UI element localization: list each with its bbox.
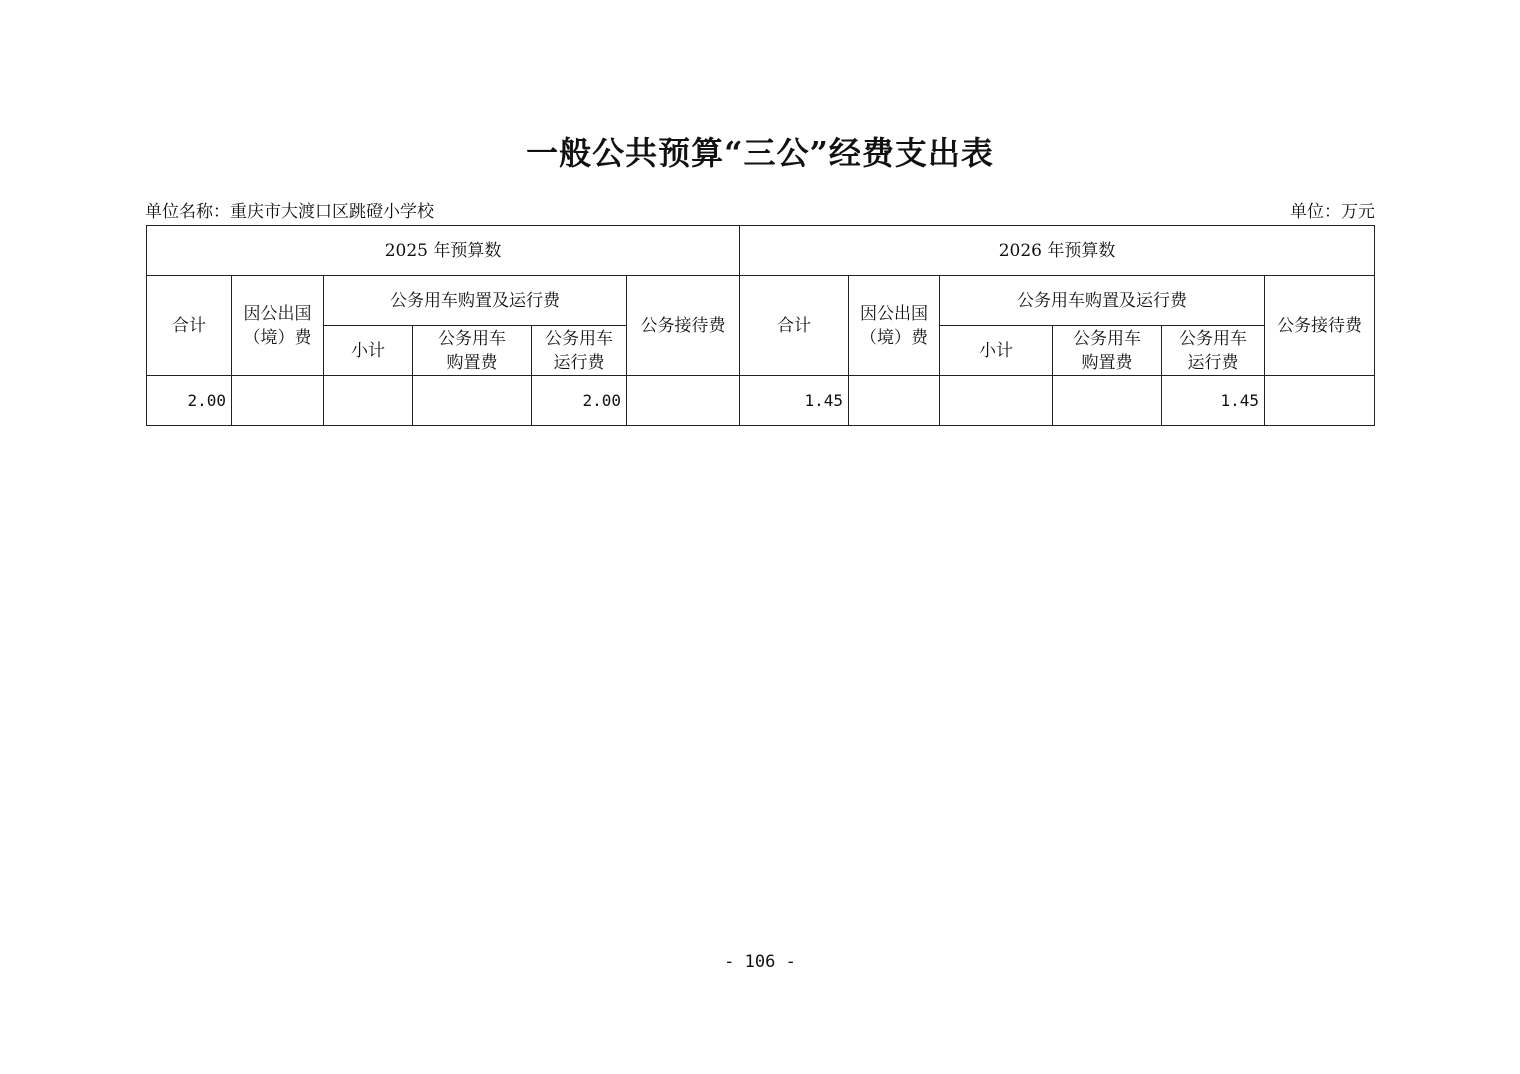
cell-operation-2025: 2.00 — [532, 376, 627, 426]
header-vehicle-2026: 公务用车购置及运行费 — [940, 276, 1265, 326]
header-abroad-line1: 因公出国 — [860, 303, 929, 324]
header-reception-2026: 公务接待费 — [1265, 276, 1375, 376]
page-number: - 106 - — [724, 952, 796, 972]
cell-subtotal-2025 — [324, 376, 413, 426]
header-vehicle-2025: 公务用车购置及运行费 — [324, 276, 627, 326]
cell-abroad-2025 — [232, 376, 324, 426]
header-purchase-line1: 公务用车 — [438, 328, 506, 349]
header-operation-line1: 公务用车 — [545, 328, 613, 349]
cell-operation-2026: 1.45 — [1162, 376, 1265, 426]
header-abroad-line1: 因公出国 — [243, 303, 312, 324]
header-purchase-line2: 购置费 — [1081, 352, 1133, 373]
cell-subtotal-2026 — [940, 376, 1053, 426]
header-purchase-2026 — [1053, 326, 1162, 376]
header-abroad-2025 — [232, 276, 324, 376]
header-abroad-2026 — [849, 276, 940, 376]
cell-total-2026: 1.45 — [740, 376, 849, 426]
page-title: 一般公共预算“三公”经费支出表 — [526, 134, 994, 172]
header-reception-2025: 公务接待费 — [627, 276, 740, 376]
header-purchase-line2: 购置费 — [446, 352, 498, 373]
header-abroad-line2: （境）费 — [243, 327, 312, 348]
header-subtotal-2026: 小计 — [940, 326, 1053, 376]
year-header-2025: 2025 年预算数 — [147, 226, 740, 276]
header-purchase-2025 — [413, 326, 532, 376]
three-public-expenses-table — [146, 225, 1375, 426]
header-total-2026: 合计 — [740, 276, 849, 376]
header-operation-line2: 运行费 — [553, 352, 605, 373]
year-header-row — [147, 226, 1375, 276]
year-header-2026: 2026 年预算数 — [740, 226, 1375, 276]
cell-purchase-2026 — [1053, 376, 1162, 426]
cell-purchase-2025 — [413, 376, 532, 426]
header-operation-2025 — [532, 326, 627, 376]
table-row — [147, 376, 1375, 426]
header-subtotal-2025: 小计 — [324, 326, 413, 376]
header-operation-line1: 公务用车 — [1179, 328, 1248, 349]
header-operation-2026 — [1162, 326, 1265, 376]
header-purchase-line1: 公务用车 — [1073, 328, 1142, 349]
column-header-row — [147, 276, 1375, 326]
header-abroad-line2: （境）费 — [860, 327, 929, 348]
cell-reception-2026 — [1265, 376, 1375, 426]
unit-label: 单位：万元 — [1290, 202, 1375, 222]
cell-reception-2025 — [627, 376, 740, 426]
unit-name-label: 单位名称：重庆市大渡口区跳磴小学校 — [145, 202, 434, 222]
cell-abroad-2026 — [849, 376, 940, 426]
header-operation-line2: 运行费 — [1187, 352, 1239, 373]
header-total-2025: 合计 — [147, 276, 232, 376]
cell-total-2025: 2.00 — [147, 376, 232, 426]
